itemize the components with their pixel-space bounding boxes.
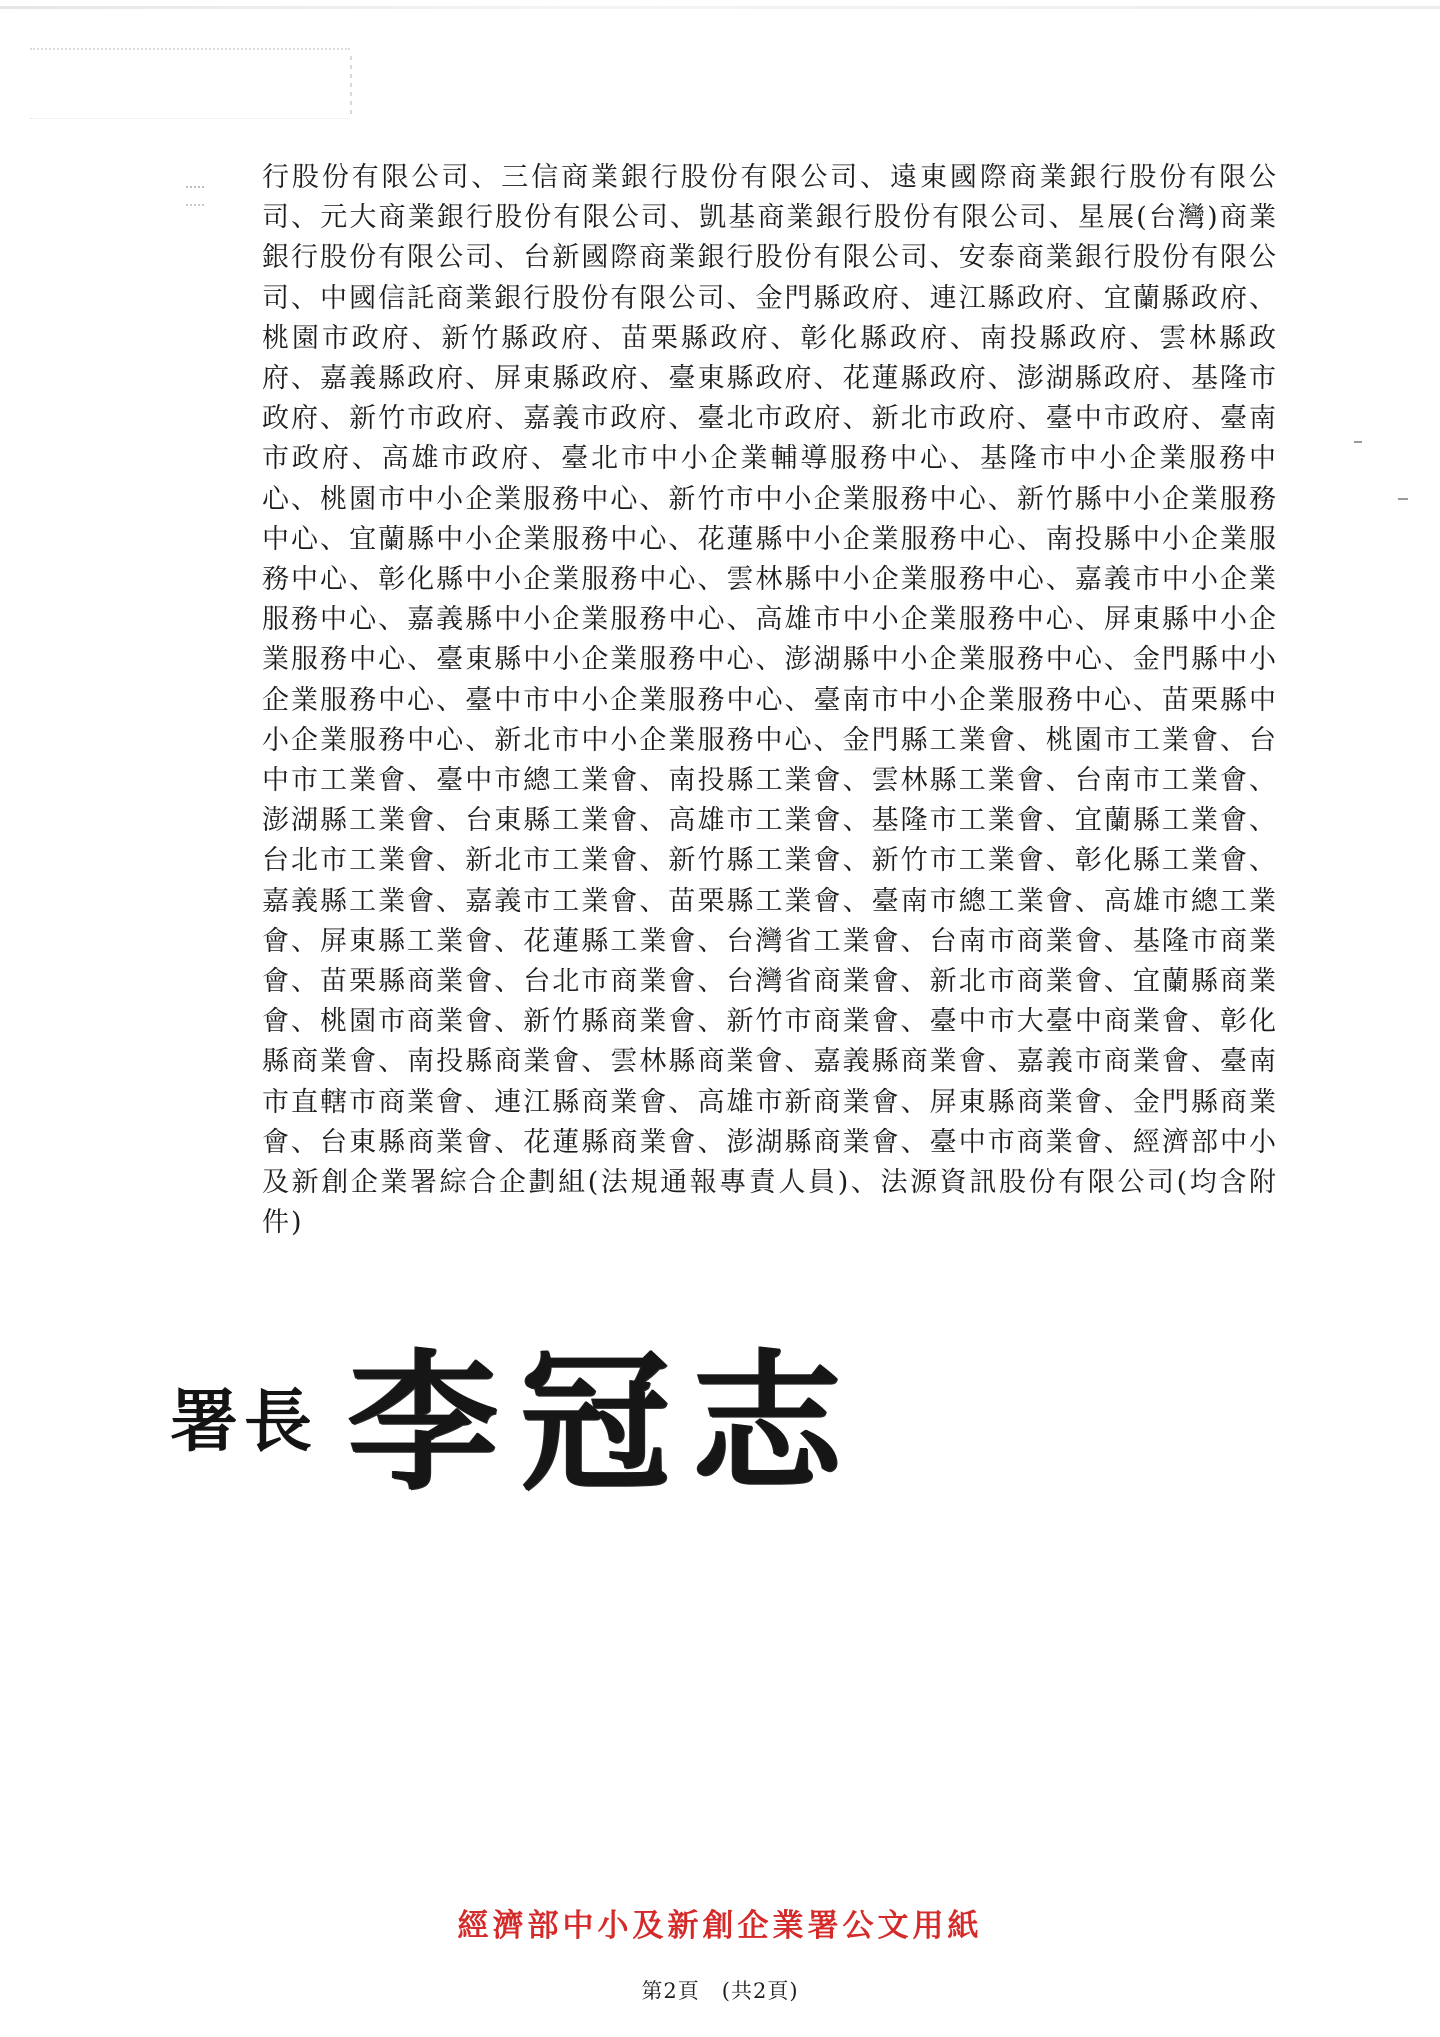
margin-mark [1354,441,1362,443]
scan-artifact [30,48,350,119]
recipient-list-text: 行股份有限公司、三信商業銀行股份有限公司、遠東國際商業銀行股份有限公司、元大商業銀行股份有限公司、凱基商業銀行股份有限公司、星展(台灣)商業銀行股份有限公司、台新國際商業銀行股份有限公司、安泰商業銀行股份有限公司、中國信託商業銀行股份有限公司、金門縣政府、連江縣政府、宜蘭縣政府、桃園市政府、新竹縣政府、苗栗縣政府、彰化縣政府、南投縣政府、雲林縣政府、嘉義縣政府、屏東縣政府、臺東縣政府、花蓮縣政府、澎湖縣政府、基隆市政府、新竹市政府、嘉義市政府、臺北市政府、新北市政府、臺中市政府、臺南市政府、高雄市政府、臺北市中小企業輔導服務中心、基隆市中小企業服務中心、桃園市中小企業服務中心、新竹市中小企業服務中心、新竹縣中小企業服務中心、宜蘭縣中小企業服務中心、花蓮縣中小企業服務中心、南投縣中小企業服務中心、彰化縣中小企業服務中心、雲林縣中小企業服務中心、嘉義市中小企業服務中心、嘉義縣中小企業服務中心、高雄市中小企業服務中心、屏東縣中小企業服務中心、臺東縣中小企業服務中心、澎湖縣中小企業服務中心、金門縣中小企業服務中心、臺中市中小企業服務中心、臺南市中小企業服務中心、苗栗縣中小企業服務中心、新北市中小企業服務中心、金門縣工業會、桃園市工業會、台中市工業會、臺中市總工業會、南投縣工業會、雲林縣工業會、台南市工業會、澎湖縣工業會、台東縣工業會、高雄市工業會、基隆市工業會、宜蘭縣工業會、台北市工業會、新北市工業會、新竹縣工業會、新竹市工業會、彰化縣工業會、嘉義縣工業會、嘉義市工業會、苗栗縣工業會、臺南市總工業會、高雄市總工業會、屏東縣工業會、花蓮縣工業會、台灣省工業會、台南市商業會、基隆市商業會、苗栗縣商業會、台北市商業會、台灣省商業會、新北市商業會、宜蘭縣商業會、桃園市商業會、新竹縣商業會、新竹市商業會、臺中市大臺中商業會、彰化縣商業會、南投縣商業會、雲林縣商業會、嘉義縣商業會、嘉義市商業會、臺南市直轄市商業會、連江縣商業會、高雄市新商業會、屏東縣商業會、金門縣商業會、台東縣商業會、花蓮縣商業會、澎湖縣商業會、臺中市商業會、經濟部中小及新創企業署綜合企劃組(法規通報專責人員)、法源資訊股份有限公司(均含附件) [262,162,1278,1239]
scan-edge-line [0,6,1440,9]
scan-mark [186,186,204,206]
signature-title: 署長 [170,1381,319,1462]
letterhead-footer: 經濟部中小及新創企業署公文用紙 [457,1908,983,1944]
margin-mark [1398,498,1408,500]
signature-block [170,1320,865,1511]
signature-name: 李冠志 [348,1335,865,1511]
page-number: 第2頁 (共2頁) [641,1979,799,2003]
